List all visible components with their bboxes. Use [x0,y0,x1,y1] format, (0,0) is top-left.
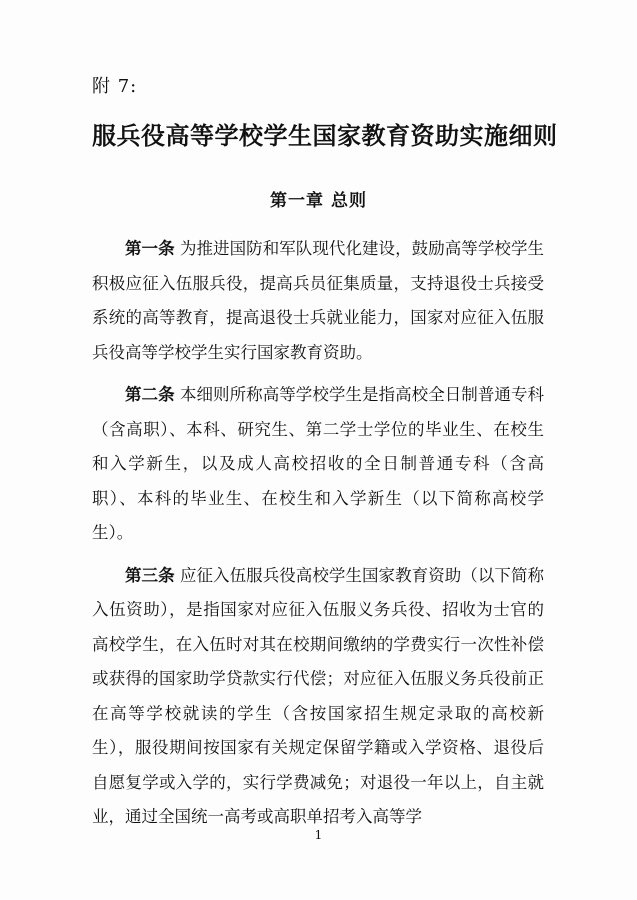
document-title: 服兵役高等学校学生国家教育资助实施细则 [92,121,558,150]
article-label: 第二条 [125,385,175,404]
page-number: 1 [314,828,323,842]
article-paragraph [92,232,544,370]
attachment-label: 附 7: [92,76,138,97]
article-label: 第三条 [125,565,175,585]
chapter-heading: 第一章 总则 [270,191,367,211]
article-paragraph [92,378,544,551]
article-text: 应征入伍服兵役高校学生国家教育资助（以下简称入伍资助），是指国家对应征入伍服义务兵役、招收为士官的高校学生，在入伍时对其在校期间缴纳的学费实行一次性补偿或获得的国家助学贷款实行代偿；对应征入伍服义务兵役前正在高等学校就读的学生（含按国家招生规定录取的高校新生），服役期间按国家有关规定保留学籍或入学资格、退役后自愿复学或入学的，实行学费减免；对退役一年以上，自主就业，通过全国统一高考或高职单招考入高等学 [92,565,545,826]
article-text: 为推进国防和军队现代化建设，鼓励高等学校学生积极应征入伍服兵役，提高兵员征集质量，支持退役士兵接受系统的高等教育，提高退役士兵就业能力，国家对应征入伍服兵役高等学校学生实行国家教育资助。 [92,239,545,362]
article-paragraph [92,559,544,835]
article-label: 第一条 [125,239,175,258]
article-text: 本细则所称高等学校学生是指高校全日制普通专科（含高职）、本科、研究生、第二学士学位的毕业生、在校生和入学新生，以及成人高校招收的全日制普通专科（含高职）、本科的毕业生、在校生和入学新生（以下简称高校学生）。 [92,385,545,542]
document-body [92,232,544,843]
